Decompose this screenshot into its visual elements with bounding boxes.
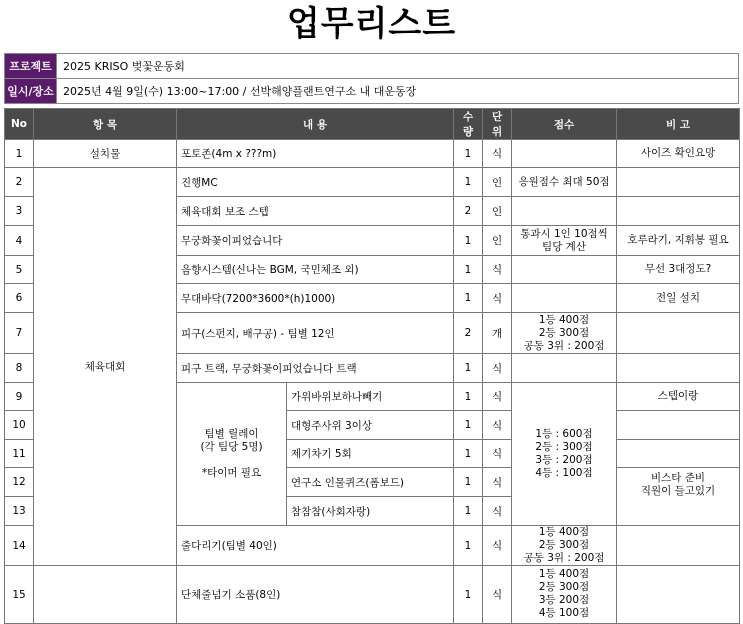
table-header-row xyxy=(5,109,740,140)
row-sub-content: 대형주사위 3이상 xyxy=(287,411,454,440)
row-unit: 인 xyxy=(483,197,512,226)
row-unit: 식 xyxy=(483,284,512,313)
row-unit: 식 xyxy=(483,354,512,383)
row-qty: 1 xyxy=(454,284,483,313)
row-no: 9 xyxy=(5,383,34,411)
row-note: 스텝이랑 xyxy=(617,383,740,411)
row-unit: 개 xyxy=(483,313,512,354)
row-content: 무대바닥(7200*3600*(h)1000) xyxy=(177,284,454,313)
row-note xyxy=(617,440,740,468)
row-no: 13 xyxy=(5,497,34,526)
row-qty: 1 xyxy=(454,383,483,411)
table-row xyxy=(5,168,740,197)
row-content: 무궁화꽃이피었습니다 xyxy=(177,226,454,256)
project-info-table xyxy=(4,53,739,104)
row-note: 사이즈 확인요망 xyxy=(617,140,740,168)
row-score xyxy=(512,197,617,226)
row-score xyxy=(512,354,617,383)
row-note xyxy=(617,526,740,566)
row-qty: 1 xyxy=(454,468,483,497)
row-qty: 1 xyxy=(454,411,483,440)
row-content: 진행MC xyxy=(177,168,454,197)
row-content: 포토존(4m x ???m) xyxy=(177,140,454,168)
header-qty: 수량 xyxy=(454,109,483,140)
row-qty: 1 xyxy=(454,354,483,383)
row-no: 6 xyxy=(5,284,34,313)
row-qty: 2 xyxy=(454,197,483,226)
row-no: 15 xyxy=(5,566,34,624)
row-content: 줄다리기(팀별 40인) xyxy=(177,526,454,566)
row-score: 응원점수 최대 50점 xyxy=(512,168,617,197)
row-qty: 1 xyxy=(454,226,483,256)
row-item-empty xyxy=(34,566,177,624)
row-note xyxy=(617,354,740,383)
row-no: 3 xyxy=(5,197,34,226)
row-no: 14 xyxy=(5,526,34,566)
row-sub-content: 참참참(사회자랑) xyxy=(287,497,454,526)
relay-score: 1등 : 600점 2등 : 300점 3등 : 200점 4등 : 100점 xyxy=(512,383,617,526)
row-qty: 1 xyxy=(454,440,483,468)
date-place-value: 2025년 4월 9일(수) 13:00~17:00 / 선박해양플랜트연구소 내 대운동장 xyxy=(57,79,739,104)
row-unit: 식 xyxy=(483,526,512,566)
row-no: 7 xyxy=(5,313,34,354)
project-value: 2025 KRISO 벚꽃운동회 xyxy=(57,54,739,79)
row-note xyxy=(617,566,740,624)
row-unit: 식 xyxy=(483,140,512,168)
row-no: 8 xyxy=(5,354,34,383)
row-score: 1등 400점 2등 300점 공동 3위 : 200점 xyxy=(512,526,617,566)
row-score xyxy=(512,284,617,313)
row-qty: 1 xyxy=(454,256,483,284)
row-score: 1등 400점 2등 300점 3등 200점 4등 100점 xyxy=(512,566,617,624)
header-content: 내 용 xyxy=(177,109,454,140)
row-no: 4 xyxy=(5,226,34,256)
row-note: 전일 설치 xyxy=(617,284,740,313)
row-content: 피구 트랙, 무궁화꽃이피었습니다 트랙 xyxy=(177,354,454,383)
row-no: 5 xyxy=(5,256,34,284)
row-note xyxy=(617,411,740,440)
header-note: 비 고 xyxy=(617,109,740,140)
row-qty: 1 xyxy=(454,526,483,566)
row-unit: 식 xyxy=(483,497,512,526)
header-unit: 단위 xyxy=(483,109,512,140)
row-qty: 2 xyxy=(454,313,483,354)
project-row xyxy=(5,54,739,79)
relay-group-label: 팀별 릴레이 (각 팀당 5명) *타이머 필요 xyxy=(177,383,287,526)
row-sub-content: 연구소 인물퀴즈(폼보드) xyxy=(287,468,454,497)
row-unit: 식 xyxy=(483,256,512,284)
row-content: 음향시스템(신나는 BGM, 국민체조 외) xyxy=(177,256,454,284)
header-score: 점수 xyxy=(512,109,617,140)
row-sub-content: 제기차기 5회 xyxy=(287,440,454,468)
row-note: 호루라기, 지휘봉 필요 xyxy=(617,226,740,256)
row-score: 1등 400점 2등 300점 공동 3위 : 200점 xyxy=(512,313,617,354)
page-title: 업무리스트 xyxy=(286,4,457,44)
header-no: No xyxy=(5,109,34,140)
row-score xyxy=(512,140,617,168)
row-content: 체육대회 보조 스텝 xyxy=(177,197,454,226)
row-unit: 식 xyxy=(483,411,512,440)
row-unit: 인 xyxy=(483,226,512,256)
row-unit: 식 xyxy=(483,440,512,468)
row-qty: 1 xyxy=(454,497,483,526)
row-unit: 식 xyxy=(483,383,512,411)
row-content: 단체줄넘기 소품(8인) xyxy=(177,566,454,624)
row-no: 2 xyxy=(5,168,34,197)
date-place-row xyxy=(5,79,739,104)
row-note xyxy=(617,197,740,226)
row-sub-content: 가위바위보하나빼기 xyxy=(287,383,454,411)
header-item: 항 목 xyxy=(34,109,177,140)
row-qty: 1 xyxy=(454,168,483,197)
row-score xyxy=(512,256,617,284)
row-unit: 식 xyxy=(483,468,512,497)
row-note xyxy=(617,168,740,197)
project-label: 프로젝트 xyxy=(5,54,57,79)
row-content: 피구(스펀지, 배구공) - 팀별 12인 xyxy=(177,313,454,354)
row-note: 비스타 준비 직원이 들고있기 xyxy=(617,468,740,526)
row-no: 12 xyxy=(5,468,34,497)
row-qty: 1 xyxy=(454,566,483,624)
row-note: 무선 3대정도? xyxy=(617,256,740,284)
row-qty: 1 xyxy=(454,140,483,168)
row-no: 1 xyxy=(5,140,34,168)
date-place-label: 일시/장소 xyxy=(5,79,57,104)
row-unit: 식 xyxy=(483,566,512,624)
table-row xyxy=(5,566,740,624)
row-score: 통과시 1인 10점씩 팀당 계산 xyxy=(512,226,617,256)
row-no: 10 xyxy=(5,411,34,440)
row-no: 11 xyxy=(5,440,34,468)
row-unit: 인 xyxy=(483,168,512,197)
row-item: 체육대회 xyxy=(34,168,177,566)
row-note xyxy=(617,313,740,354)
row-item: 설치물 xyxy=(34,140,177,168)
table-row xyxy=(5,140,740,168)
task-list-table xyxy=(4,108,740,624)
